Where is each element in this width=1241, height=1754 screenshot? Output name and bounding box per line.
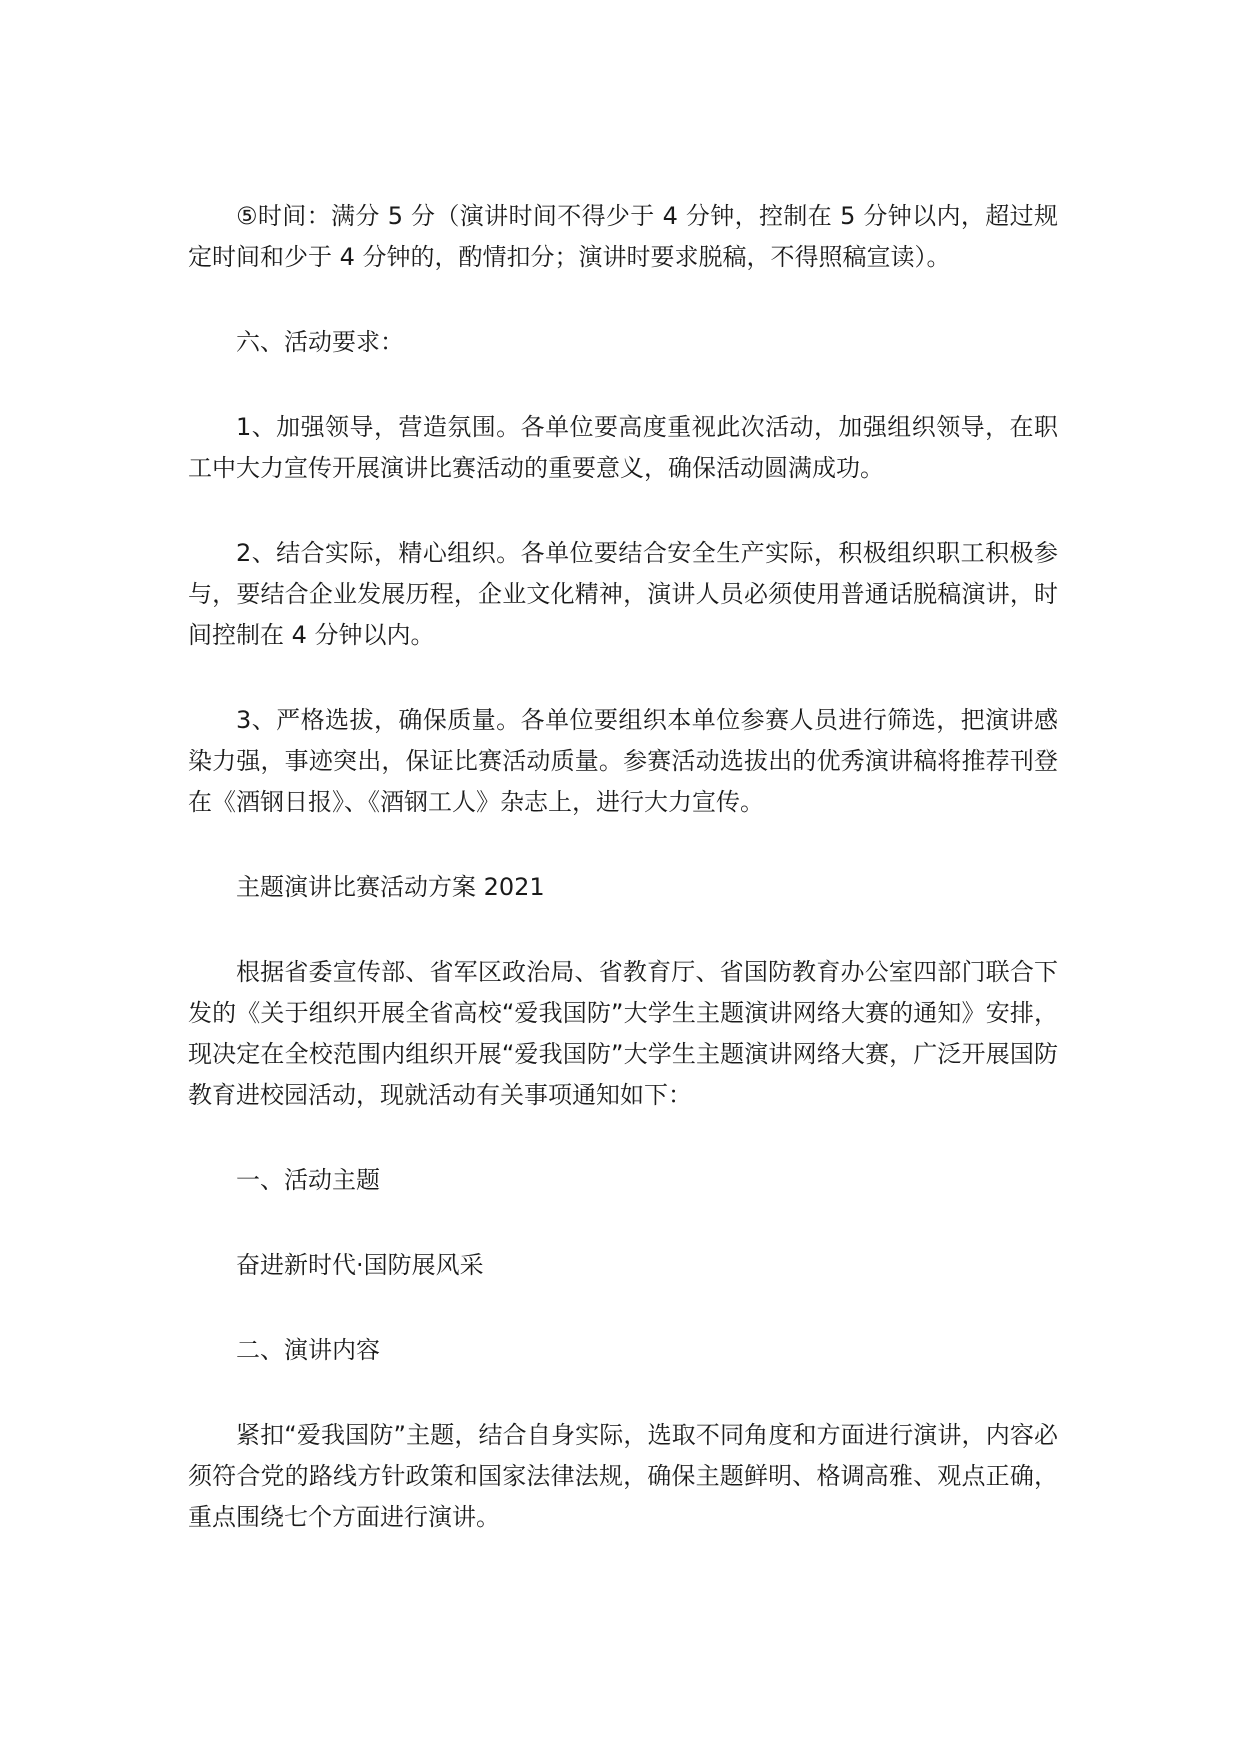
paragraph-theme-slogan: 奋进新时代·国防展风采 [236,1251,484,1279]
paragraph-requirement-2: 2、结合实际，精心组织。各单位要结合安全生产实际，积极组织职工积极参与，要结合企业发展历程，企业文化精神，演讲人员必须使用普通话脱稿演讲，时间控制在 4 分钟以内。 [188,539,1058,649]
paragraph-time-scoring: ⑤时间：满分 5 分（演讲时间不得少于 4 分钟，控制在 5 分钟以内，超过规定时间和少于 4 分钟的，酌情扣分；演讲时要求脱稿，不得照稿宣读）。 [188,202,1058,271]
heading-speech-content: 二、演讲内容 [236,1336,380,1364]
heading-plan-title: 主题演讲比赛活动方案 2021 [236,873,545,901]
paragraph-speech-content: 紧扣“爱我国防”主题，结合自身实际，选取不同角度和方面进行演讲，内容必须符合党的路线方针政策和国家法律法规，确保主题鲜明、格调高雅、观点正确，重点围绕七个方面进行演讲。 [188,1421,1058,1531]
paragraph-notice-intro: 根据省委宣传部、省军区政治局、省教育厅、省国防教育办公室四部门联合下发的《关于组织开展全省高校“爱我国防”大学生主题演讲网络大赛的通知》安排，现决定在全校范围内组织开展“爱我国防”大学生主题演讲网络大赛，广泛开展国防教育进校园活动，现就活动有关事项通知如下： [188,958,1058,1109]
heading-activity-theme: 一、活动主题 [236,1166,380,1194]
paragraph-requirement-3: 3、严格选拔，确保质量。各单位要组织本单位参赛人员进行筛选，把演讲感染力强，事迹突出，保证比赛活动质量。参赛活动选拔出的优秀演讲稿将推荐刊登在《酒钢日报》、《酒钢工人》杂志上，进行大力宣传。 [188,706,1058,816]
paragraph-requirement-1: 1、加强领导，营造氛围。各单位要高度重视此次活动，加强组织领导，在职工中大力宣传开展演讲比赛活动的重要意义，确保活动圆满成功。 [188,413,1058,482]
heading-activity-requirements: 六、活动要求： [236,328,404,356]
document-body [188,196,1058,1538]
